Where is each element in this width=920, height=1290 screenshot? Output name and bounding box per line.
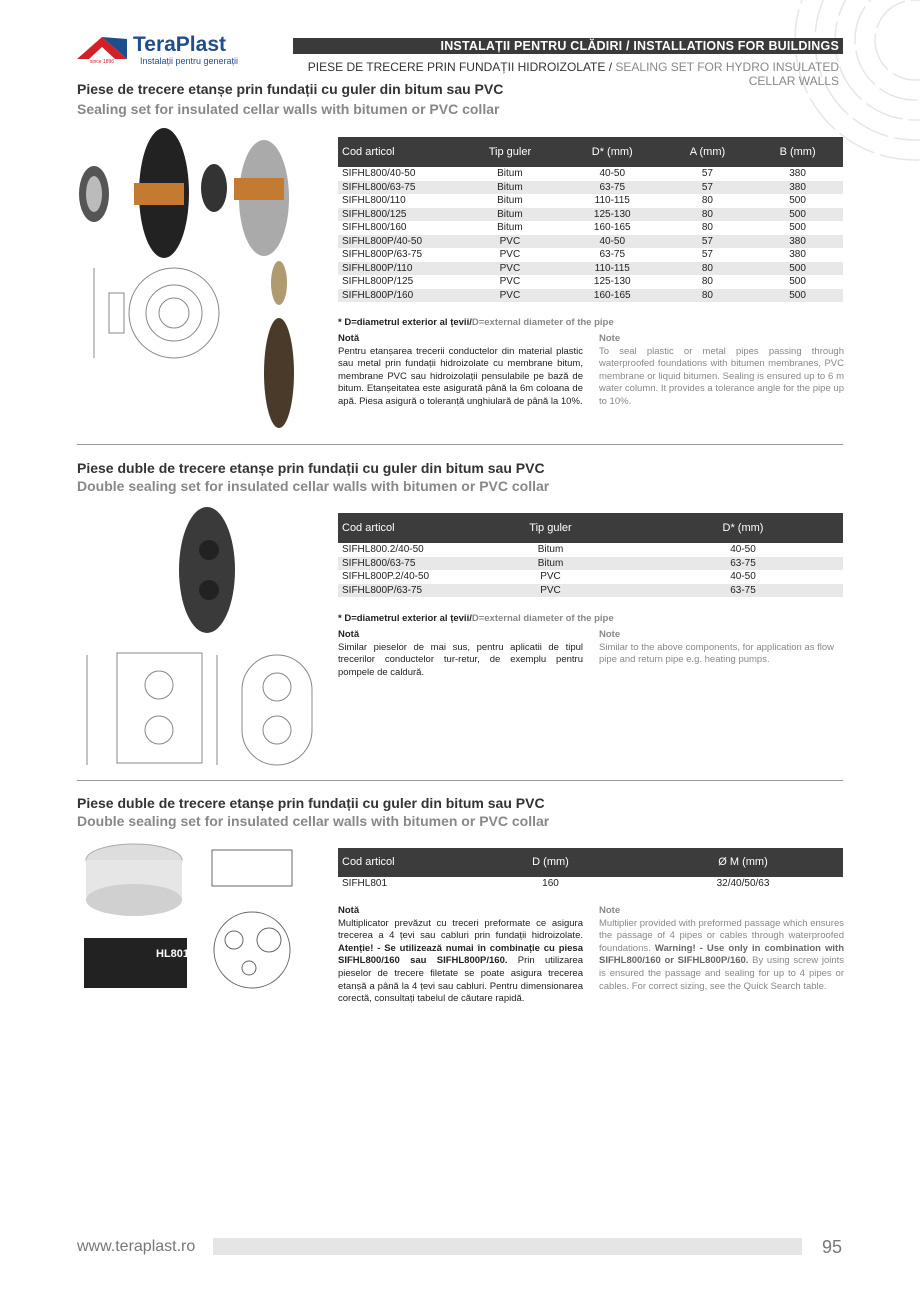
- fn-en: D=external diameter of the pipe: [471, 317, 614, 328]
- table-cell: 380: [789, 249, 806, 260]
- table-cell: PVC: [499, 276, 521, 287]
- note-text: Prin utilizarea pieselor de trecere filetate se poate asigura trecerea etanșă a până la 4 țevi sau cabluri. Pentru dimensionarea corectă, consultați tabelul de căutare rapidă.: [338, 955, 583, 1005]
- col-cod: Cod articol: [338, 137, 458, 167]
- col-cod: Cod articol: [338, 848, 458, 877]
- table-row: [338, 262, 843, 276]
- table-cell: 380: [752, 181, 843, 195]
- col-m: Ø M (mm): [643, 848, 843, 877]
- table-cell: Bitum: [497, 195, 523, 206]
- table-cell: PVC: [458, 235, 562, 249]
- table-cell: 500: [752, 208, 843, 222]
- section2-footnote: [338, 613, 614, 624]
- section1-note-ro: [338, 333, 583, 409]
- note-text: Similar pieselor de mai sus, pentru aplicatii de tipul trecerilor conductelor tur-retur, de exemplu pentru pompele de caldură.: [338, 641, 583, 678]
- table-cell: SIFHL800P/63-75: [342, 249, 423, 260]
- section1-table: [338, 137, 843, 302]
- table-cell: 63-75: [599, 249, 626, 260]
- logo-tagline: Instalații pentru generații: [140, 56, 239, 66]
- subtitle-en: SEALING SET FOR HYDRO INSULATED CELLAR WALLS: [612, 60, 839, 88]
- table-row: [338, 208, 843, 222]
- divider: [77, 444, 843, 445]
- note-warning: Atenție! - Se utilizează numai în combinație cu piesa SIFHL800/160 sau SIFHL800P/160.: [338, 942, 583, 967]
- table-row: [338, 235, 843, 249]
- table-cell: 80: [701, 276, 713, 287]
- table-cell: SIFHL801: [342, 878, 388, 889]
- table-cell: SIFHL800/63-75: [338, 557, 458, 571]
- table-row: [338, 543, 843, 557]
- logo-brand: TeraPlast: [133, 33, 226, 56]
- table-cell: 40-50: [730, 544, 756, 555]
- table-cell: 40-50: [562, 235, 663, 249]
- note-heading: Note: [599, 333, 621, 344]
- table-row: [338, 877, 843, 891]
- section1-title-ro: Piese de trecere etanșe prin fundații cu guler din bitum sau PVC: [77, 81, 504, 97]
- note-warning: Warning! - Use only in combination with SIFHL800/160 or SIFHL800P/160.: [599, 942, 845, 967]
- logo-since: since 1896: [89, 59, 115, 65]
- section3-table: [338, 848, 843, 891]
- section1-title-en: Sealing set for insulated cellar walls with bitumen or PVC collar: [77, 101, 500, 117]
- note-text: Pentru etanșarea trecerii conductelor din material plastic sau metal prin fundații hidroizolate cu membrane bitum, membrane PVC sau hidroizolații pensulabile pe bază de bitum. Etanșeitatea este asigurată până la 6m coloana de apă. Piesa asigură o toleranță unghiulară de până la 10%.: [338, 345, 583, 407]
- table-cell: 57: [663, 181, 753, 195]
- table-cell: 32/40/50/63: [716, 878, 770, 889]
- table-cell: 160: [542, 878, 559, 889]
- section3-note-en: [599, 905, 844, 993]
- fn-en: D=external diameter of the pipe: [471, 613, 614, 624]
- table-cell: 125-130: [562, 208, 663, 222]
- table-cell: 125-130: [593, 276, 631, 287]
- section1-footnote: [338, 317, 614, 328]
- table-cell: 40-50: [730, 571, 756, 582]
- table-cell: PVC: [458, 289, 562, 303]
- table-cell: 80: [663, 289, 753, 303]
- table-cell: 57: [701, 249, 713, 260]
- photo-label: HL801: [156, 948, 190, 960]
- table-cell: SIFHL800P/125: [342, 276, 414, 287]
- table-cell: SIFHL800/160: [342, 222, 407, 233]
- table-cell: SIFHL800P/40-50: [338, 235, 458, 249]
- section2-title-ro: Piese duble de trecere etanșe prin fundații cu guler din bitum sau PVC: [77, 460, 545, 476]
- table-row: [338, 570, 843, 584]
- col-d: D* (mm): [562, 137, 663, 167]
- table-cell: Bitum: [458, 557, 643, 571]
- col-d: D* (mm): [643, 513, 843, 543]
- table-cell: 500: [752, 262, 843, 276]
- table-cell: 57: [663, 235, 753, 249]
- table-row: [338, 194, 843, 208]
- note-text: Multiplicator prevăzut cu treceri preformate ce asigura trecerea a 4 țevi sau cabluri prin fundații hidroizolate.: [338, 917, 583, 942]
- product-images-sealing-set: [74, 128, 334, 433]
- table-cell: 160-165: [562, 289, 663, 303]
- table-cell: SIFHL800/63-75: [338, 181, 458, 195]
- category-bar: INSTALAȚII PENTRU CLĂDIRI / INSTALLATIONS FOR BUILDINGS: [293, 38, 843, 54]
- note-heading: Notă: [338, 905, 360, 916]
- footer-bar: [213, 1238, 802, 1255]
- section2-title-en: Double sealing set for insulated cellar walls with bitumen or PVC collar: [77, 478, 550, 494]
- note-text: By using screw joints is ensured the passage and sealing for up to 4 pipes or cables. For correct sizing, see the Quick Search table.: [599, 955, 845, 992]
- table-row: [338, 275, 843, 289]
- table-cell: PVC: [458, 584, 643, 598]
- table-cell: SIFHL800P/160: [338, 289, 458, 303]
- table-header: [338, 137, 843, 167]
- table-row: [338, 289, 843, 303]
- section1-note-en: [599, 333, 844, 409]
- section2-note-en: [599, 629, 844, 667]
- table-cell: 63-75: [643, 557, 843, 571]
- table-cell: SIFHL800.2/40-50: [342, 544, 424, 555]
- page-number: 95: [822, 1237, 843, 1257]
- teraplast-logo: [77, 33, 239, 70]
- fn-ro: * D=diametrul exterior al țevii/: [338, 317, 472, 328]
- table-row: [338, 221, 843, 235]
- section3-title-en: Double sealing set for insulated cellar walls with bitumen or PVC collar: [77, 813, 550, 829]
- col-cod: Cod articol: [338, 513, 458, 543]
- table-row: [338, 248, 843, 262]
- product-images-double-sealing: [77, 505, 327, 770]
- table-cell: 380: [789, 168, 806, 179]
- col-b: B (mm): [752, 137, 843, 167]
- table-cell: 500: [789, 195, 806, 206]
- table-cell: 80: [663, 262, 753, 276]
- note-heading: Notă: [338, 333, 360, 344]
- table-cell: 500: [789, 276, 806, 287]
- table-cell: 80: [663, 208, 753, 222]
- table-cell: 380: [752, 235, 843, 249]
- note-text: To seal plastic or metal pipes passing through waterproofed foundations with bitumen membranes, PVC membrane or liquid bitumen. Sealing is ensured up to 6 m water column. It provides a tolerance angle for the pipe up to 10%.: [599, 345, 844, 407]
- table-cell: SIFHL800P/110: [338, 262, 458, 276]
- table-cell: 80: [701, 222, 713, 233]
- table-cell: 500: [789, 222, 806, 233]
- table-cell: SIFHL800/125: [338, 208, 458, 222]
- table-cell: SIFHL800/110: [342, 195, 406, 206]
- note-heading: Note: [599, 905, 621, 916]
- fn-ro: * D=diametrul exterior al țevii/: [338, 613, 472, 624]
- table-cell: Bitum: [497, 168, 523, 179]
- table-cell: SIFHL800P.2/40-50: [342, 571, 430, 582]
- product-images-multiplier: [84, 840, 324, 990]
- table-cell: SIFHL800P/63-75: [338, 584, 458, 598]
- col-tip: Tip guler: [458, 137, 562, 167]
- section3-title-ro: Piese duble de trecere etanșe prin fundații cu guler din bitum sau PVC: [77, 795, 545, 811]
- table-cell: Bitum: [458, 208, 562, 222]
- footer-url[interactable]: www.teraplast.ro: [77, 1238, 196, 1255]
- table-cell: 110-115: [594, 195, 630, 206]
- table-row: [338, 584, 843, 598]
- table-cell: SIFHL800/40-50: [342, 168, 416, 179]
- table-header: [338, 848, 843, 877]
- col-tip: Tip guler: [458, 513, 643, 543]
- table-cell: Bitum: [458, 181, 562, 195]
- table-cell: PVC: [458, 262, 562, 276]
- subtitle-ro: PIESE DE TRECERE PRIN FUNDAȚII HIDROIZOLATE /: [307, 60, 613, 74]
- table-cell: 63-75: [643, 584, 843, 598]
- table-row: [338, 167, 843, 181]
- col-d: D (mm): [458, 848, 643, 877]
- table-cell: 160-165: [593, 222, 631, 233]
- table-cell: 40-50: [599, 168, 626, 179]
- table-cell: 63-75: [562, 181, 663, 195]
- divider: [77, 780, 843, 781]
- table-cell: 57: [701, 168, 713, 179]
- table-cell: PVC: [499, 249, 521, 260]
- note-heading: Notă: [338, 629, 360, 640]
- col-a: A (mm): [663, 137, 753, 167]
- table-header: [338, 513, 843, 543]
- section2-table: [338, 513, 843, 597]
- section3-note-ro: [338, 905, 583, 1006]
- note-text: Multiplier provided with preformed passage which ensures the passage of 4 pipes or cables through waterproofed foundations.: [599, 917, 844, 954]
- table-row: [338, 557, 843, 571]
- table-cell: 500: [752, 289, 843, 303]
- table-cell: 80: [701, 195, 713, 206]
- table-cell: Bitum: [537, 544, 564, 555]
- table-cell: Bitum: [497, 222, 523, 233]
- table-row: [338, 181, 843, 195]
- table-cell: PVC: [540, 571, 561, 582]
- note-text: Similar to the above components, for application as flow pipe and return pipe e.g. heating pumps.: [599, 641, 834, 666]
- note-heading: Note: [599, 629, 621, 640]
- table-cell: 110-115: [562, 262, 663, 276]
- section2-note-ro: [338, 629, 583, 679]
